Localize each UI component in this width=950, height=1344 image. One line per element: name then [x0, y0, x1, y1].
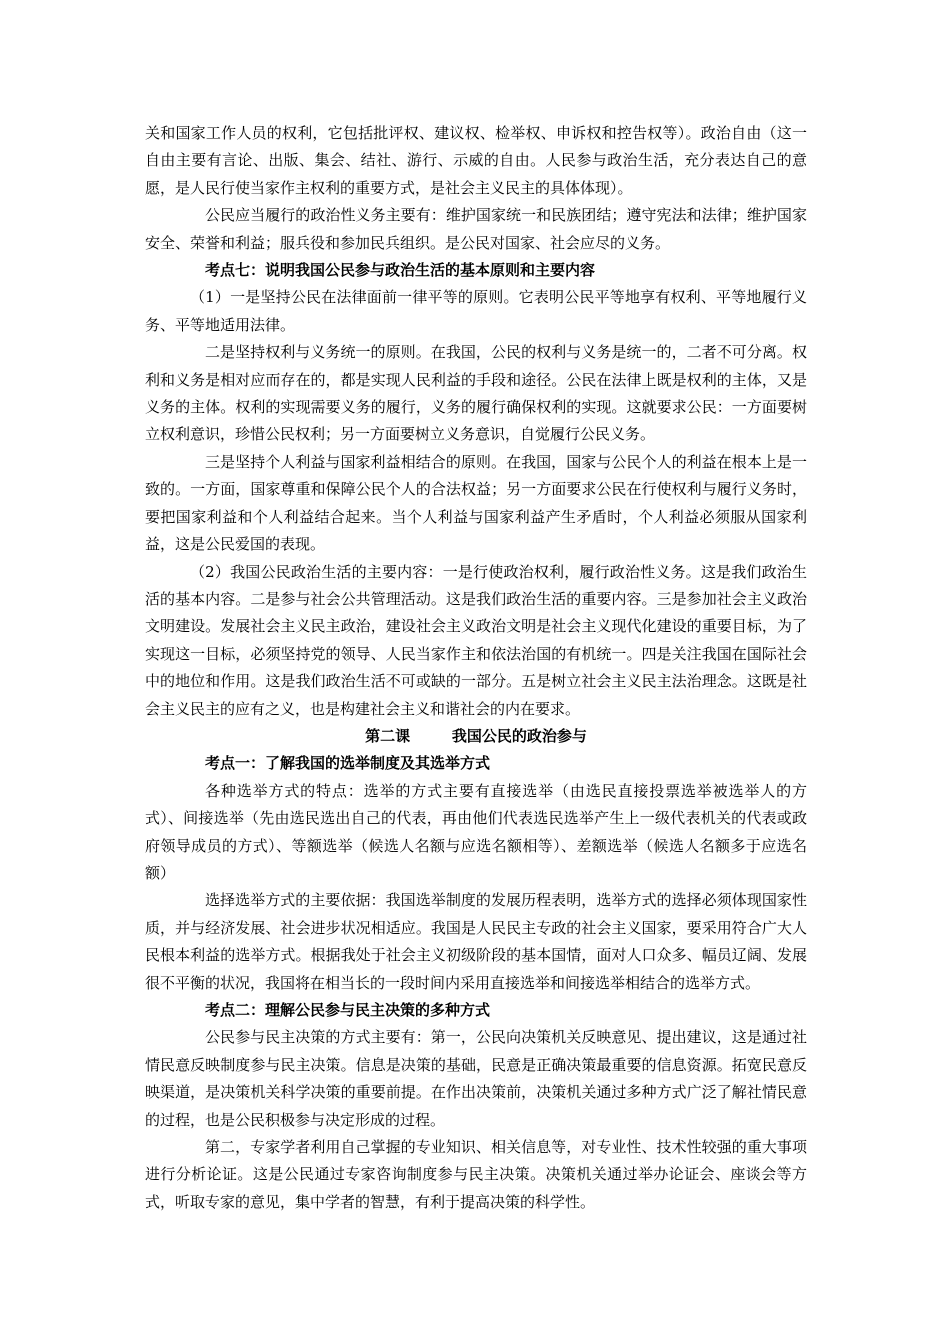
- paragraph-principle-two: 二是坚持权利与义务统一的原则。在我国，公民的权利与义务是统一的，二者不可分离。权利和义务是相对应而存在的，都是实现人民利益的手段和途径。公民在法律上既是权利的主体，又是义务的主体。权利的实现需要义务的履行，义务的履行确保权利的实现。这就要求公民：一方面要树立权利意识，珍惜公民权利；另一方面要树立义务意识，自觉履行公民义务。: [145, 343, 807, 444]
- paragraph-principle-one: （1）一是坚持公民在法律面前一律平等的原则。它表明公民平等地享有权利、平等地履行义务、平等地适用法律。: [145, 288, 807, 334]
- paragraph-principle-three: 三是坚持个人利益与国家利益相结合的原则。在我国，国家与公民个人的利益在根本上是一致的。一方面，国家尊重和保障公民个人的合法权益；另一方面要求公民在行使权利与履行义务时，要把国家利益和个人利益结合起来。当个人利益与国家利益产生矛盾时，个人利益必须服从国家利益，这是公民爱国的表现。: [145, 452, 807, 554]
- heading-point-one: 考点一：了解我国的选举制度及其选举方式: [205, 754, 491, 773]
- paragraph-decision-second: 第二，专家学者利用自己掌握的专业知识、相关信息等，对专业性、技术性较强的重大事项进行分析论证。这是公民通过专家咨询制度参与民主决策。决策机关通过举办论证会、座谈会等方式，听取专家的意见，集中学者的智慧，有利于提高决策的科学性。: [145, 1138, 807, 1211]
- paragraph-election-basis: 选择选举方式的主要依据：我国选举制度的发展历程表明，选举方式的选择必须体现国家性质，并与经济发展、社会进步状况相适应。我国是人民民主专政的社会主义国家，要采用符合广大人民根本利益的选举方式。根据我处于社会主义初级阶段的基本国情，面对人口众多、幅员辽阔、发展很不平衡的状况，我国将在相当长的一段时间内采用直接选举和间接选举相结合的选举方式。: [145, 891, 807, 992]
- paragraph-political-duties: 公民应当履行的政治性义务主要有：维护国家统一和民族团结；遵守宪法和法律；维护国家安全、荣誉和利益；服兵役和参加民兵组织。是公民对国家、社会应尽的义务。: [145, 206, 807, 252]
- paragraph-decision-first: 公民参与民主决策的方式主要有：第一，公民向决策机关反映意见、提出建议，这是通过社情民意反映制度参与民主决策。信息是决策的基础，民意是正确决策最重要的信息资源。拓宽民意反映渠道，是决策机关科学决策的重要前提。在作出决策前，决策机关通过多种方式广泛了解社情民意的过程，也是公民积极参与决定形成的过程。: [145, 1028, 807, 1129]
- heading-point-seven: 考点七：说明我国公民参与政治生活的基本原则和主要内容: [205, 261, 596, 280]
- paragraph-rights-continued: 关和国家工作人员的权利，它包括批评权、建议权、检举权、申诉权和控告权等）。政治自由（这一自由主要有言论、出版、集会、结社、游行、示威的自由。人民参与政治生活，充分表达自己的意愿，是人民行使当家作主权利的重要方式，是社会主义民主的具体体现）。: [145, 124, 807, 197]
- lesson-title: 第二课 我国公民的政治参与: [365, 726, 587, 745]
- paragraph-main-content: （2）我国公民政治生活的主要内容：一是行使政治权利，履行政治性义务。这是我们政治生活的基本内容。二是参与社会公共管理活动。这是我们政治生活的重要内容。三是参加社会主义政治文明建设。发展社会主义民主政治，建设社会主义政治文明是社会主义现代化建设的重要目标，为了实现这一目标，必须坚持党的领导、人民当家作主和依法治国的有机统一。四是关注我国在国际社会中的地位和作用。这是我们政治生活不可或缺的一部分。五是树立社会主义民主法治理念。这既是社会主义民主的应有之义，也是构建社会主义和谐社会的内在要求。: [145, 562, 807, 718]
- document-page: [145, 120, 807, 1216]
- paragraph-election-methods: 各种选举方式的特点：选举的方式主要有直接选举（由选民直接投票选举被选举人的方式）、间接选举（先由选民选出自己的代表，再由他们代表选民选举产生上一级代表机关的代表或政府领导成员的方式）、等额选举（候选人名额与应选名额相等）、差额选举（候选人名额多于应选名额）: [145, 781, 807, 882]
- heading-point-two: 考点二：理解公民参与民主决策的多种方式: [205, 1001, 491, 1019]
